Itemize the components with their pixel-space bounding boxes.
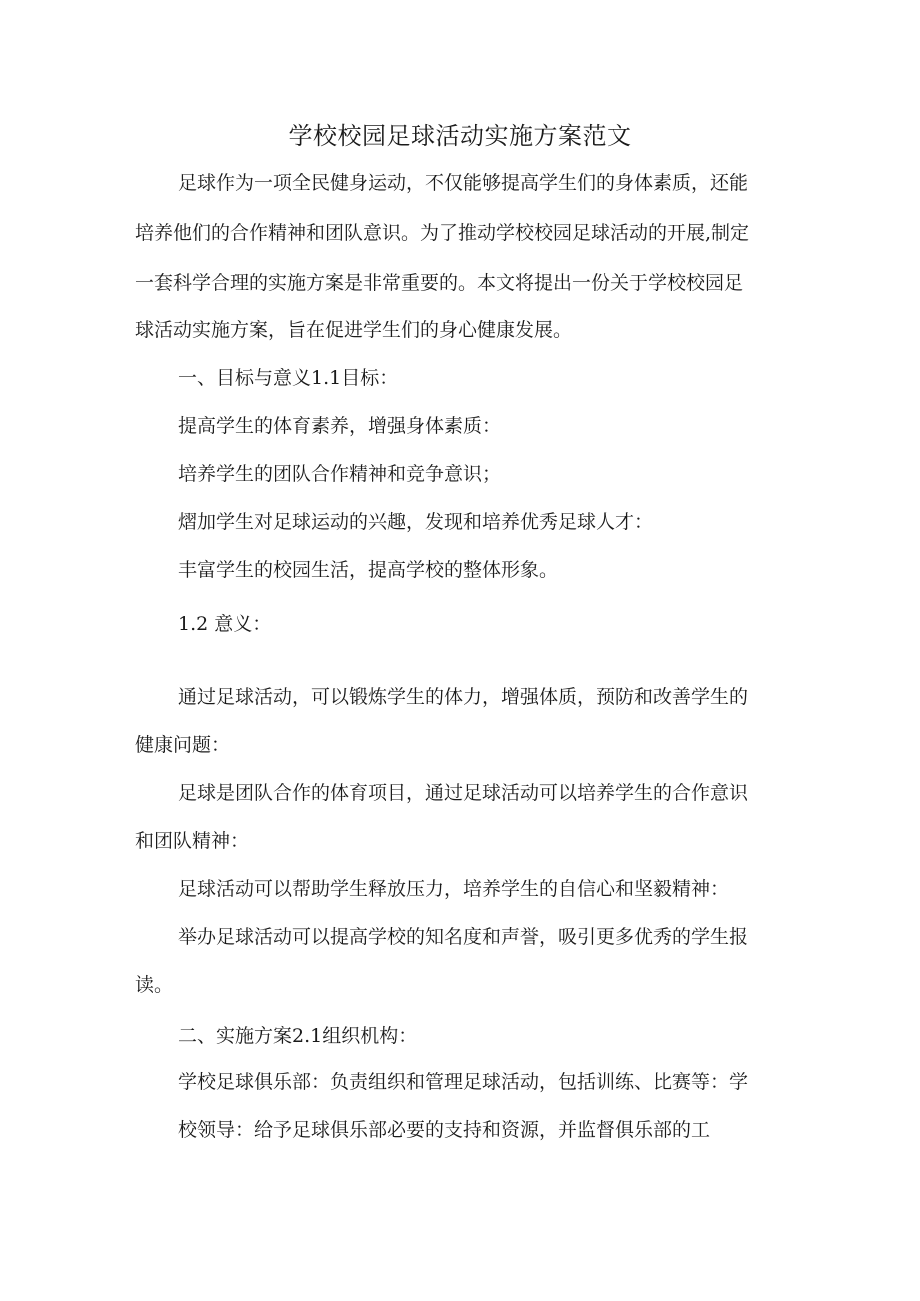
- paragraph-line: 举办足球活动可以提高学校的知名度和声誉，吸引更多优秀的学生报: [178, 926, 749, 948]
- paragraph-line: 一套科学合理的实施方案是非常重要的。本文将提出一份关于学校校园足: [135, 272, 744, 294]
- paragraph-line: 健康问题：: [135, 734, 231, 756]
- list-item: 提高学生的体育素养，增强身体素质：: [178, 415, 502, 437]
- paragraph-line: 培养他们的合作精神和团队意识。为了推动学校校园足球活动的开展,制定: [135, 222, 750, 244]
- paragraph-line: 足球活动可以帮助学生释放压力，培养学生的自信心和坚毅精神：: [178, 878, 730, 900]
- section-heading: 二、实施方案2.1组织机构：: [178, 1025, 418, 1047]
- paragraph-line: 校领导：给予足球俱乐部必要的支持和资源，并监督俱乐部的工: [178, 1119, 711, 1141]
- paragraph-line: 学校足球俱乐部：负责组织和管理足球活动，包括训练、比赛等：学: [178, 1071, 749, 1093]
- paragraph-line: 足球作为一项全民健身运动，不仅能够提高学生们的身体素质，还能: [178, 172, 749, 194]
- subsection-heading: 1.2 意义：: [178, 613, 272, 635]
- document-title: 学校校园足球活动实施方案范文: [288, 122, 632, 150]
- section-heading: 一、目标与意义1.1目标：: [178, 367, 399, 389]
- paragraph-line: 和团队精神：: [135, 830, 250, 852]
- paragraph-line: 通过足球活动，可以锻炼学生的体力，增强体质，预防和改善学生的: [178, 686, 749, 708]
- paragraph-line: 读。: [135, 974, 174, 996]
- list-item: 丰富学生的校园生活，提高学校的整体形象。: [178, 559, 559, 581]
- list-item: 培养学生的团队合作精神和竞争意识；: [178, 463, 502, 485]
- paragraph-line: 球活动实施方案，旨在促进学生们的身心健康发展。: [135, 319, 573, 341]
- list-item: 熠加学生对足球运动的兴趣，发现和培养优秀足球人才：: [178, 511, 654, 533]
- paragraph-line: 足球是团队合作的体育项目，通过足球活动可以培养学生的合作意识: [178, 782, 749, 804]
